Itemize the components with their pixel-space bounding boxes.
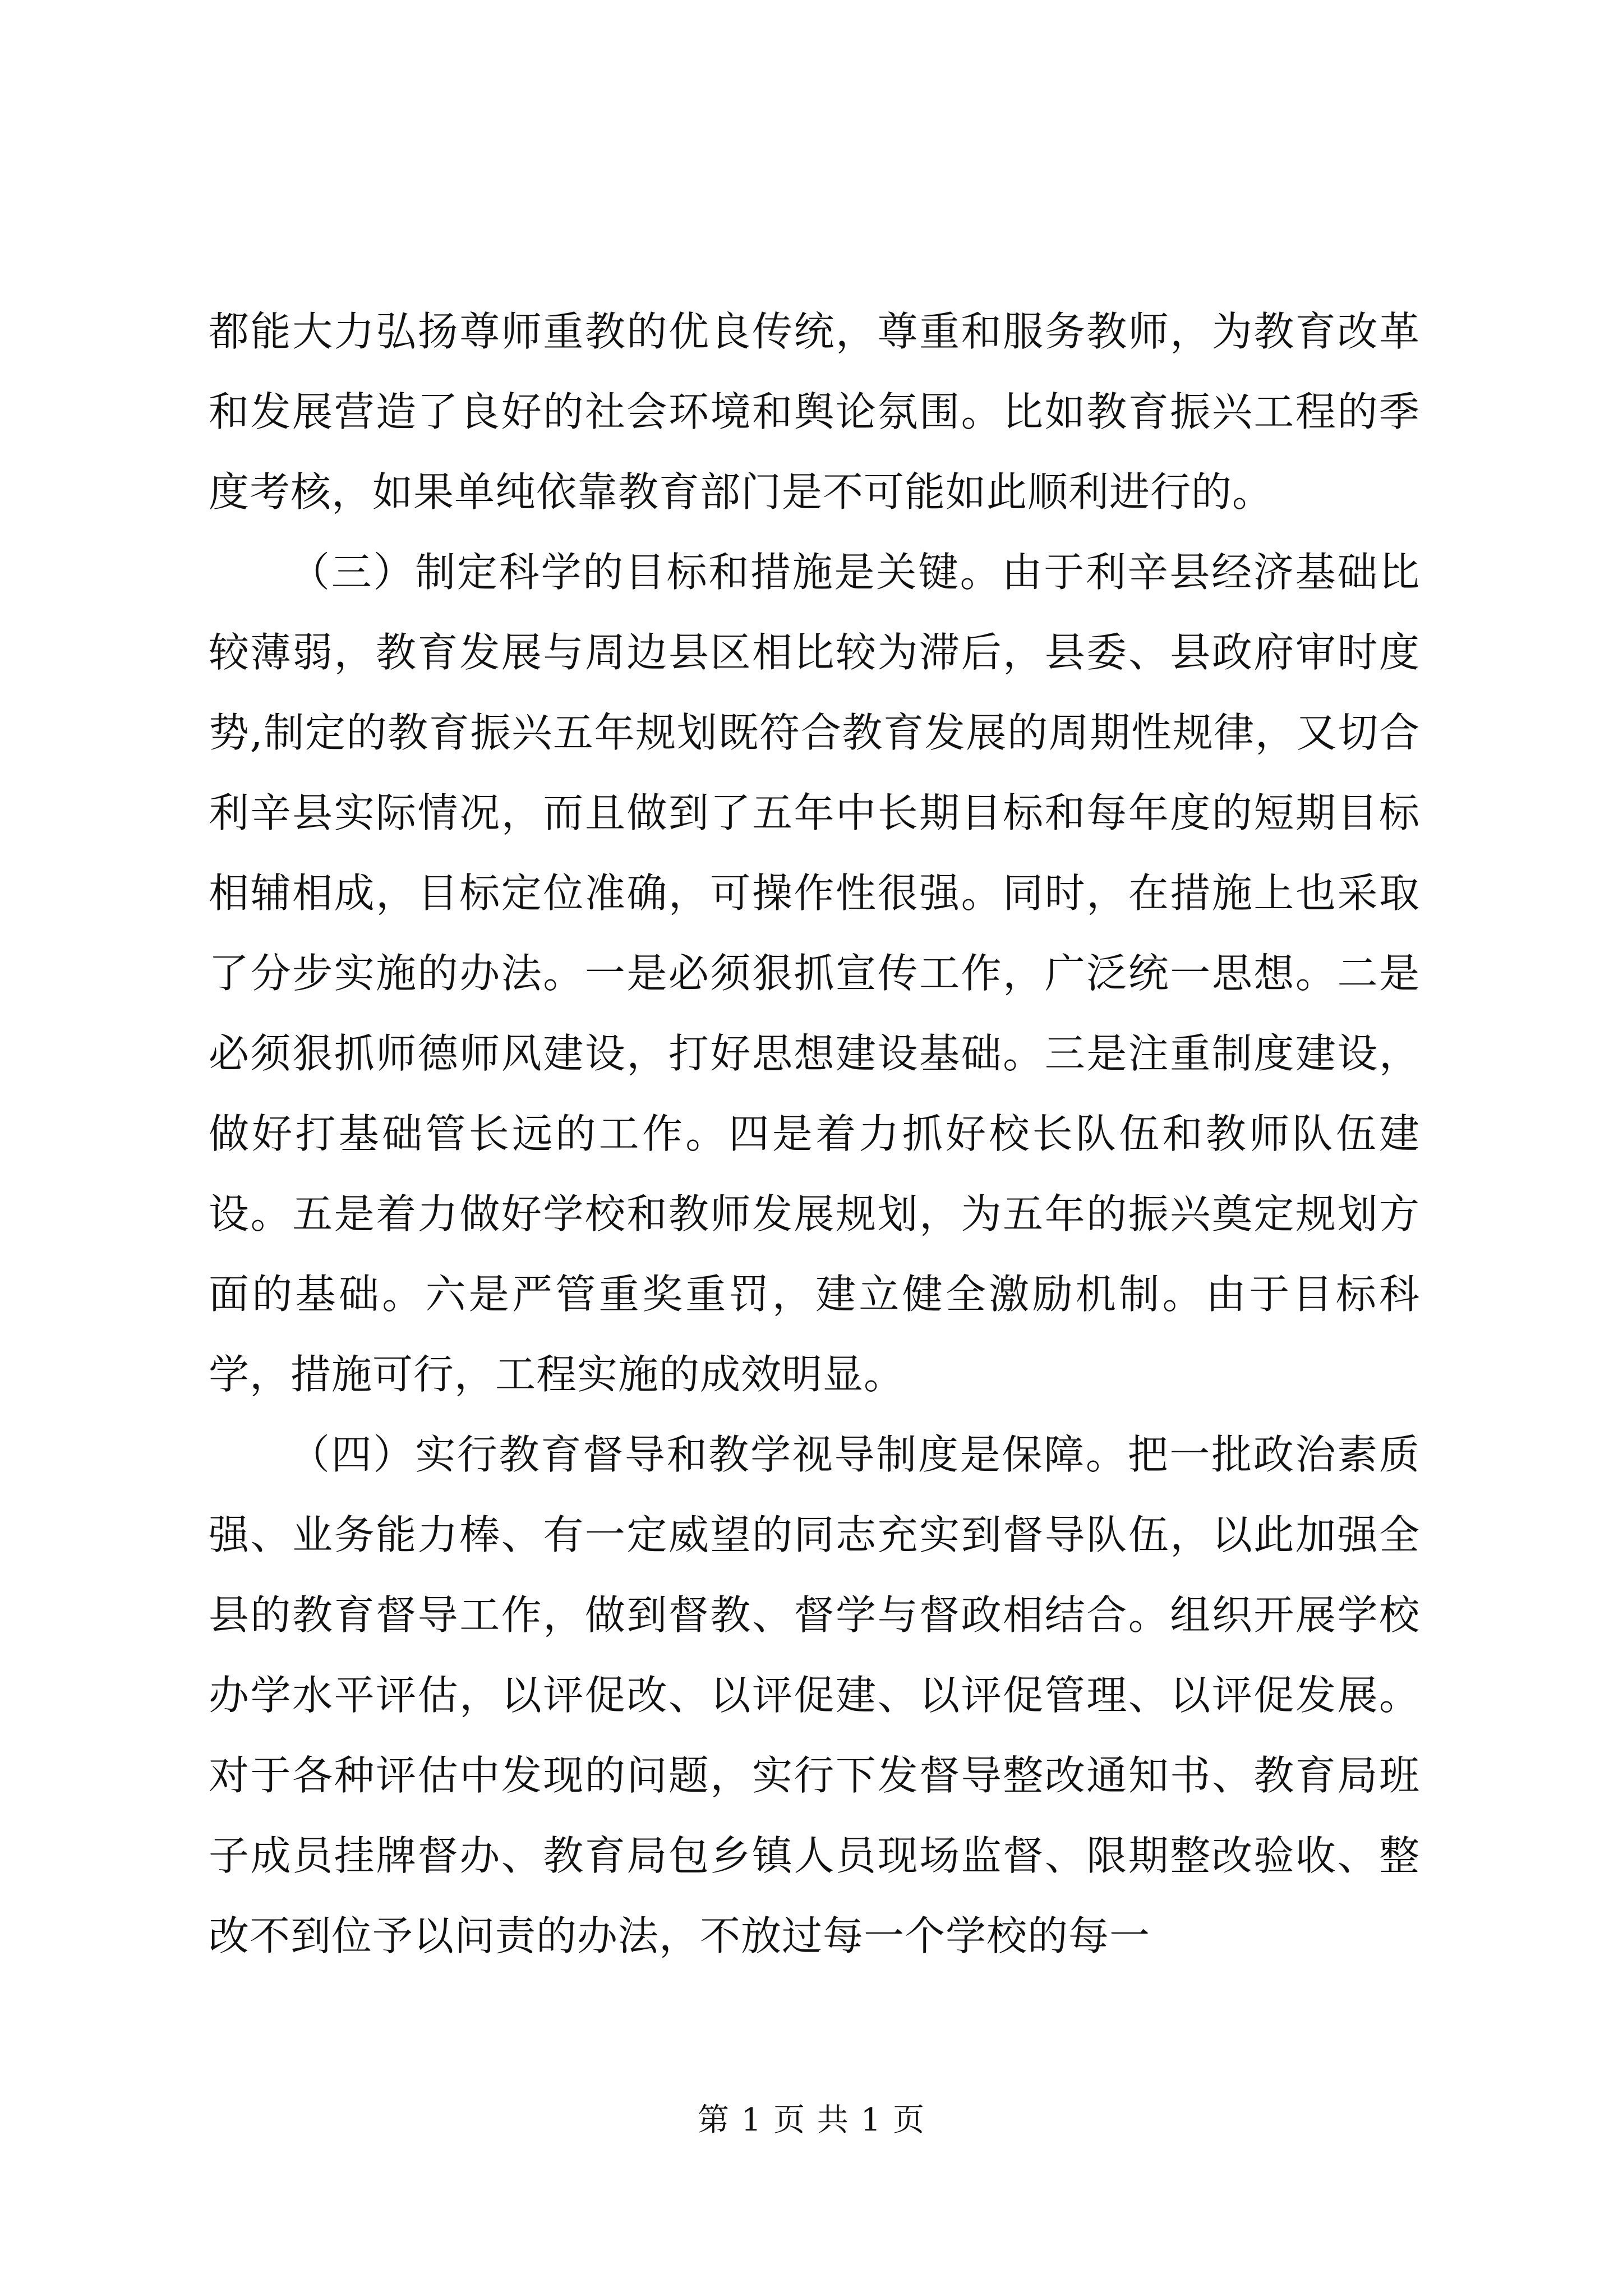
document-body	[209, 292, 1420, 1976]
paragraph-section-three: （三）制定科学的目标和措施是关键。由于利辛县经济基础比较薄弱，教育发展与周边县区相比较为滞后，县委、县政府审时度势,制定的教育振兴五年规划既符合教育发展的周期性规律，又切合利辛县实际情况，而且做到了五年中长期目标和每年度的短期目标相辅相成，目标定位准确，可操作性很强。同时，在措施上也采取了分步实施的办法。一是必须狠抓宣传工作，广泛统一思想。二是必须狠抓师德师风建设，打好思想建设基础。三是注重制度建设，做好打基础管长远的工作。四是着力抓好校长队伍和教师队伍建设。五是着力做好学校和教师发展规划，为五年的振兴奠定规划方面的基础。六是严管重奖重罚，建立健全激励机制。由于目标科学，措施可行，工程实施的成效明显。	[209, 549, 1420, 1398]
paragraph-continued: 都能大力弘扬尊师重教的优良传统，尊重和服务教师，为教育改革和发展营造了良好的社会环境和舆论氛围。比如教育振兴工程的季度考核，如果单纯依靠教育部门是不可能如此顺利进行的。	[209, 308, 1420, 516]
page-footer: 第 1 页 共 1 页	[697, 2102, 926, 2138]
paragraph-section-four: （四）实行教育督导和教学视导制度是保障。把一批政治素质强、业务能力棒、有一定威望的同志充实到督导队伍，以此加强全县的教育督导工作，做到督教、督学与督政相结合。组织开展学校办学水平评估，以评促改、以评促建、以评促管理、以评促发展。对于各种评估中发现的问题，实行下发督导整改通知书、教育局班子成员挂牌督办、教育局包乡镇人员现场监督、限期整改验收、整改不到位予以问责的办法，不放过每一个学校的每一	[209, 1431, 1420, 1959]
